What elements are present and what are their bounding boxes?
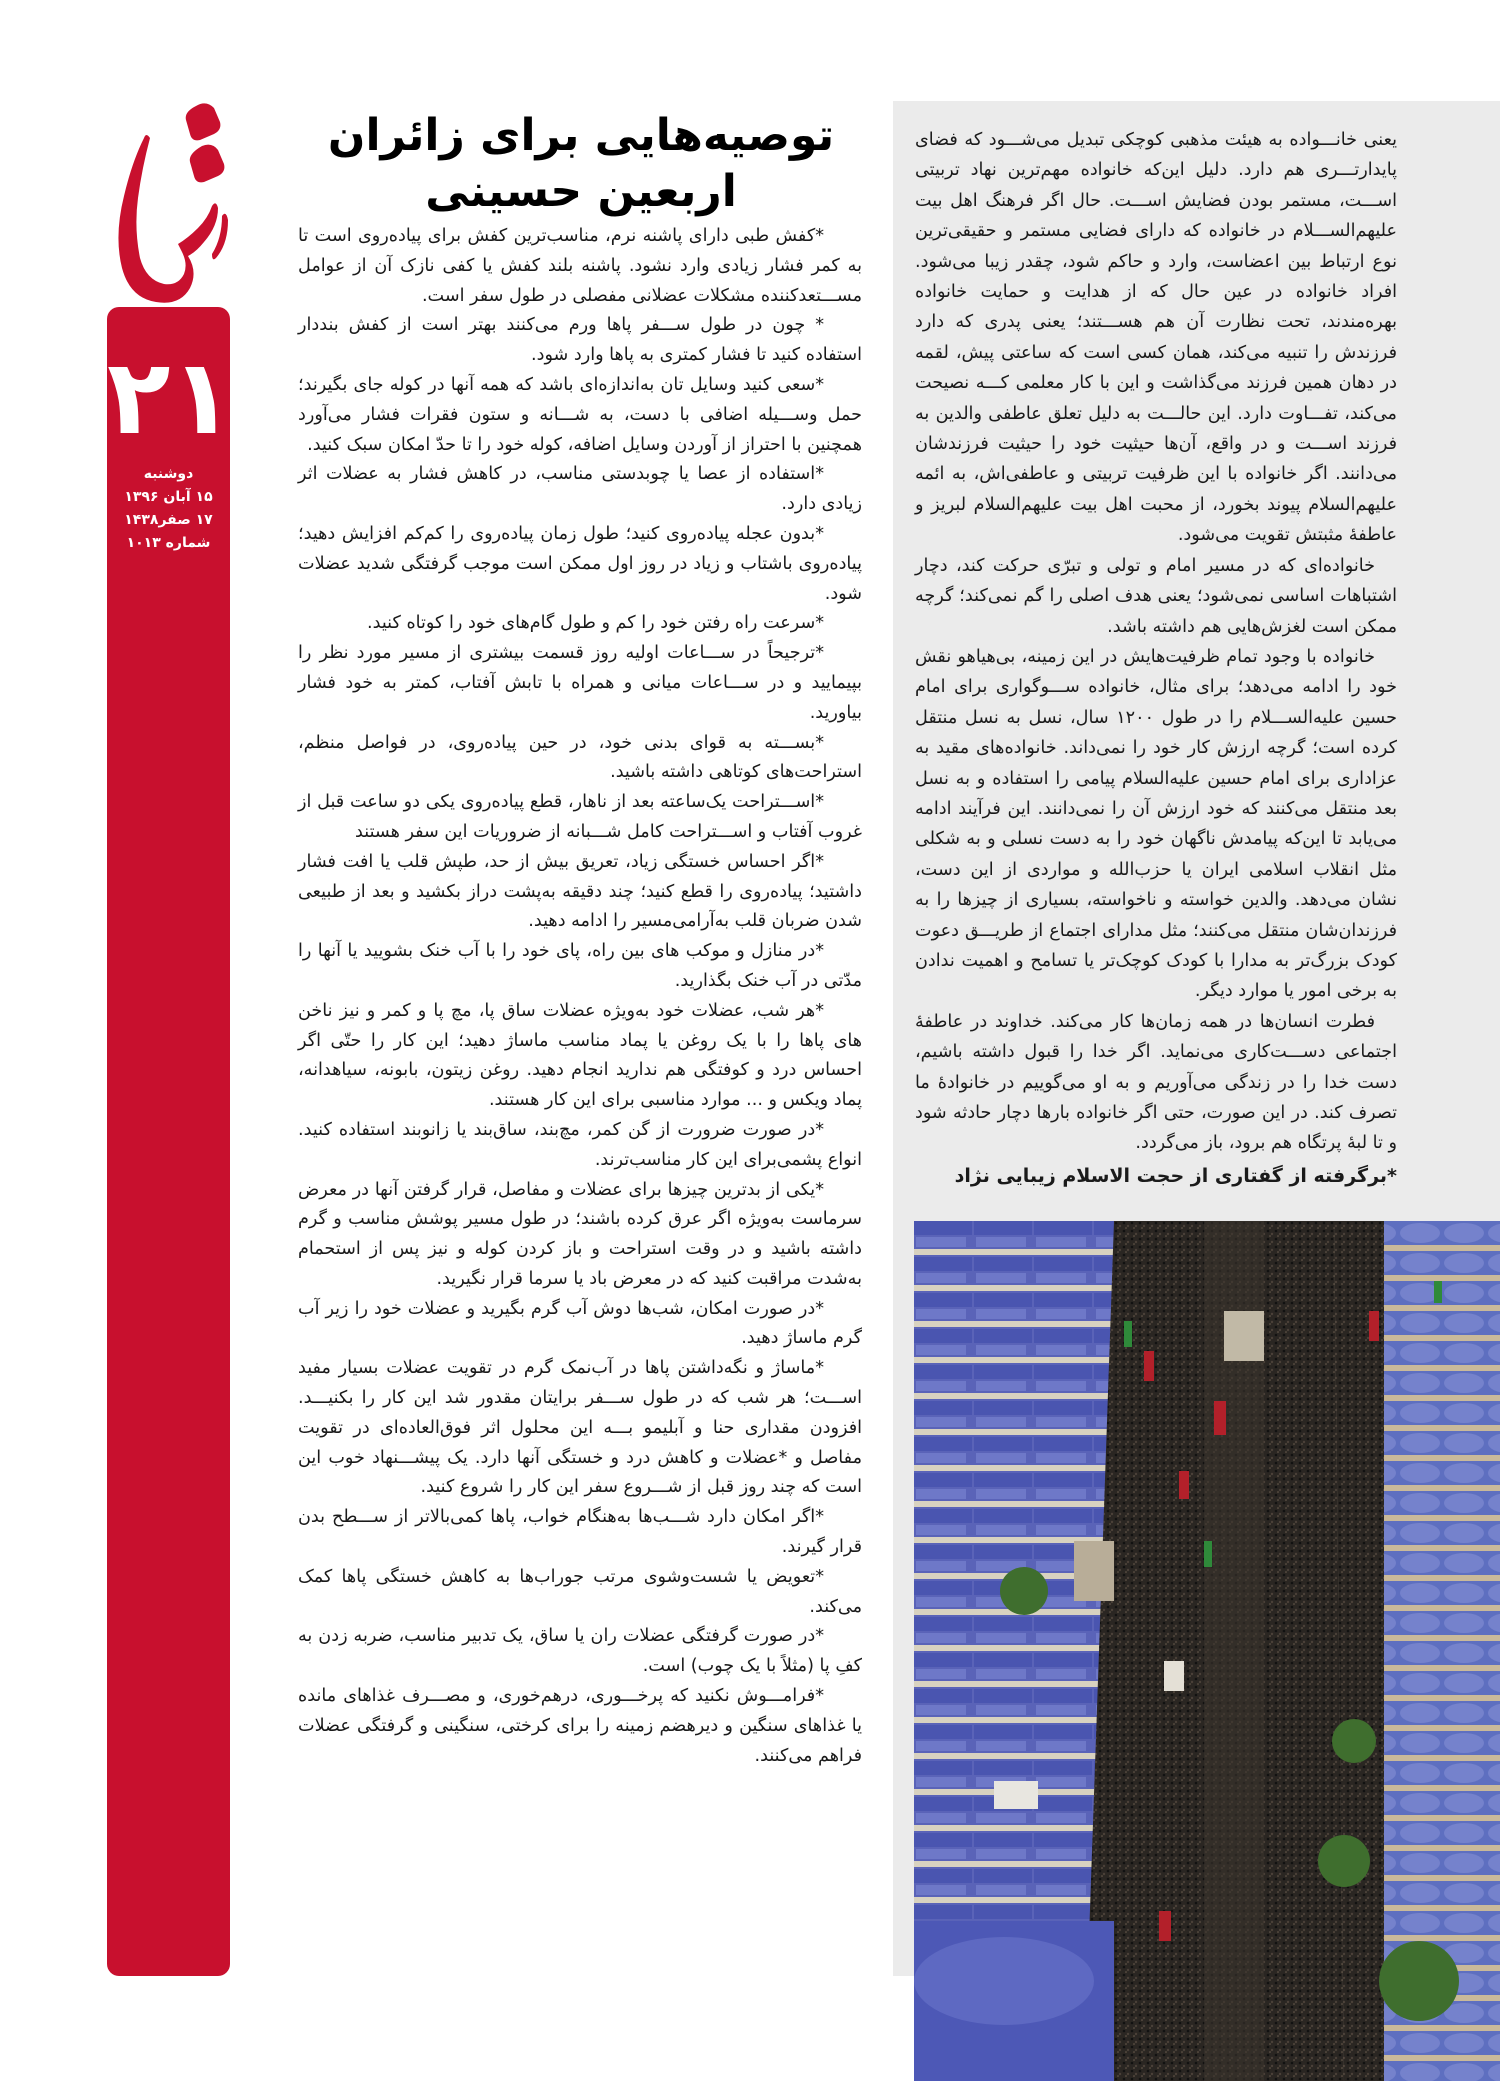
article-paragraph: *سعی کنید وسایل تان به‌اندازه‌ای باشد که همه آنها در کوله جای بگیرند؛ حمل وســـیله اضافی با دست، به شـــانه و ستون فقرات فشار می‌آورد همچنین با احتراز از آوردن وسایل اضافه، کوله خود را تا حدّ امکان سبک کنید. (298, 374, 862, 455)
article-paragraph: *ماساژ و نگه‌داشتن پاها در آب‌نمک گرم در تقویت عضلات بسیار مفید اســـت؛ هر شب که در طول ســـفر برایتان مقدور شد این کار را بکنیـــد. افزودن مقداری حنا و آبلیمو بـــه این محلول اثر فوق‌العاده‌ای در تقویت مفاصل و *عضلات و کاهش درد و خستگی آنها دارد. یک پیشـــنهاد خوب این است که چند روز قبل از شـــروع سفر این کار را شروع کنید. (298, 1358, 862, 1498)
article-paragraph: * چون در طول ســـفر پاها ورم می‌کنند بهتر است از کفش بنددار استفاده کنید تا فشار کمتری به پاها وارد شود. (298, 315, 862, 366)
article-title (300, 108, 862, 220)
article-paragraph: *ترجیحاً در ســـاعات اولیه روز قسمت بیشتری از مسیر مورد نظر را بپیمایید و در ســـاعات میانی و همراه با تابش آفتاب، کمتر به خود فشار بیاورید. (298, 643, 862, 723)
issue-date-block (107, 463, 230, 555)
article-body (298, 222, 862, 1771)
article-paragraph: *در صورت امکان، شب‌ها دوش آب گرم بگیرید و عضلات خود را زیر آب گرم ماساژ دهید. (298, 1298, 862, 1349)
date-lunar: ۱۷ صفر۱۴۳۸ (124, 512, 213, 528)
article-paragraph: *سرعت راه رفتن خود را کم و طول گام‌های خود را کوتاه کنید. (367, 613, 824, 634)
article-paragraph: *در صورت ضرورت از گن کمر، مچ‌بند، ساق‌بند یا زانوبند استفاده کنید. انواع پشمی‌برای این کار مناسب‌ترند. (298, 1119, 862, 1170)
side-paragraph: خانواده با وجود تمام ظرفیت‌هایش در این زمینه، بی‌هیاهو نقش خود را ادامه می‌دهد؛ برای مثال، خانواده ســـوگواری برای امام حسین علیه‌الســـلام را در طول ۱۲۰۰ سال، نسل به نسل منتقل کرده است؛ گرچه ارزش کار خود را نمی‌داند. خانواده‌های مقید به عزاداری برای امام حسین علیه‌السلام پیامی را استفاده و به نسل بعد منتقل می‌کنند که خود ارزش آن را نمی‌دانند. این فرآیند ادامه می‌یابد تا این‌که پیامدش ناگهان خود را به دست نسلی و به شکلی مثل انقلاب اسلامی ایران یا حزب‌الله و مواردی از این دست، نشان می‌دهد. والدین خواسته و ناخواسته، بسیاری از چیزها را به فرزندان‌شان منتقل می‌کنند؛ مثل مدارای اجتماع از طریـــق دعوت کودک بزرگ‌تر به مدارا با کودک کوچک‌تر یا تسامح و اهمیت ندادن به برخی امور یا موارد دیگر. (915, 646, 1397, 1002)
article-paragraph: *بدون عجله پیاده‌روی کنید؛ طول زمان پیاده‌روی را کم‌کم افزایش دهید؛ پیاده‌روی باشتاب و زیاد در روز اول ممکن است موجب گرفتگی شدید عضلات شود. (298, 523, 862, 604)
article-paragraph: *کفش طبی دارای پاشنه نرم، مناسب‌ترین کفش برای پیاده‌روی است تا به کمر فشار زیادی وارد نشود. پاشنه بلند کفش یا کفی نازک آن از عوامل مســـتعدکننده مشکلات عضلانی مفصلی در طول سفر است. (298, 226, 862, 306)
side-article-body (915, 125, 1397, 1191)
source-credit: *برگرفته از گفتاری از حجت الاسلام زیبایی نژاد (954, 1164, 1397, 1187)
title-line-1: توصیه‌هایی برای زائران (327, 110, 835, 161)
article-paragraph: *تعویض یا شست‌وشوی مرتب جوراب‌ها به کاهش خستگی پاها کمک می‌کند. (298, 1566, 862, 1617)
article-paragraph: *هر شب، عضلات خود به‌ویژه عضلات ساق پا، مچ پا و کمر و نیز ناخن های پاها را با یک روغن یا پماد مناسب ماساژ دهید؛ این کار را حتّی اگر احساس درد و کوفتگی هم ندارید انجام دهید. روغن زیتون، بابونه، سیاهدانه، پماد ویکس و ... موارد مناسبی برای این کار هستند. (298, 1000, 862, 1111)
masthead-logo (104, 98, 234, 303)
crowd-photo-image (914, 1221, 1500, 2081)
side-paragraph: فطرت انسان‌ها در همه زمان‌ها کار می‌کند. خداوند در عاطفهٔ اجتماعی دســـت‌کاری می‌نماید. اگر خدا را قبول داشته باشیم، دست خدا را در زندگی می‌آوریم و به او می‌گوییم در خانوادهٔ ما تصرف کند. در این صورت، حتی اگر خانواده بارها دچار حادثه شود و تا لبهٔ پرتگاه هم برود، باز می‌گردد. (915, 1011, 1397, 1154)
article-paragraph: *اگر احساس خستگی زیاد، تعریق بیش از حد، طپش قلب یا افت فشار داشتید؛ پیاده‌روی را قطع کنید؛ چند دقیقه به‌پشت دراز بکشید و بعد از طبیعی شدن ضربان قلب به‌آرامی‌مسیر را ادامه دهید. (298, 851, 862, 932)
article-paragraph: *در منازل و موکب های بین راه، پای خود را با آب خنک بشویید یا آنها را مدّتی در آب خنک بگذارید. (298, 941, 862, 991)
page-number: ۲۱ (107, 336, 234, 458)
article-paragraph: *یکی از بدترین چیزها برای عضلات و مفاصل، قرار گرفتن آنها در معرض سرماست به‌ویژه اگر عرق کرده باشند؛ در طول مسیر پوشش مناسب و گرم داشته باشید و در وقت استراحت و باز کردن کوله و نیز پس از استحمام به‌شدت مراقبت کنید که در معرض باد یا سرما قرار نگیرید. (298, 1179, 862, 1289)
date-solar: ۱۵ آبان ۱۳۹۶ (124, 489, 213, 505)
side-paragraph: خانواده‌ای که در مسیر امام و تولی و تبرّی حرکت کند، دچار اشتباهات اساسی نمی‌شود؛ یعنی هدف اصلی را گم نمی‌کند؛ گرچه ممکن است لغزش‌هایی هم داشته باشد. (915, 555, 1397, 637)
article-paragraph: *اگر امکان دارد شـــب‌ها به‌هنگام خواب، پاها کمی‌بالاتر از ســـطح بدن قرار گیرند. (298, 1507, 862, 1558)
article-paragraph: *فرامـــوش نکنید که پرخـــوری، درهم‌خوری، و مصـــرف غذاهای مانده یا غذاهای سنگین و دیرهضم زمینه را برای کرختی، سنگینی و گرفتگی عضلات فراهم می‌کنند. (298, 1686, 862, 1766)
shoma-logo-icon (104, 98, 234, 303)
pilgrims-crowd-photo (914, 1221, 1500, 2081)
article-paragraph: *استفاده از عصا یا چوبدستی مناسب، در کاهش فشار به عضلات اثر زیادی دارد. (298, 464, 862, 515)
article-paragraph: *اســـتراحت یک‌ساعته بعد از ناهار، قطع پیاده‌روی یکی دو ساعت قبل از غروب آفتاب و اســـتراحت کامل شـــبانه از ضروریات این سفر هستند (298, 792, 862, 842)
article-paragraph: *بســـته به قوای بدنی خود، در حین پیاده‌روی، در فواصل منظم، استراحت‌های کوتاهی داشته باشید. (298, 732, 862, 783)
issue-number: شماره ۱۰۱۳ (126, 535, 211, 551)
weekday: دوشنبه (143, 466, 194, 482)
side-paragraph: یعنی خانـــواده به هیئت مذهبی کوچکی تبدیل می‌شـــود که فضای پایدارتـــری هم دارد. دلیل این‌که خانواده مهم‌ترین نهاد تربیتی اســـت، مستمر بودن فضایش اســـت. حال اگر فرهنگ اهل بیت علیهم‌الســـلام در خانواده که دارای فضایی مستمر و حقیقی‌ترین نوع ارتباط بین اعضاست، وارد و حاکم شود، چقدر زیبا می‌شود. افراد خانواده در عین حال که از هدایت و حمایت خانواده بهره‌مندند، تحت نظارت آن هم هســـتند؛ یعنی پدری که دارد فرزندش را تنبیه می‌کند، همان کسی است که ساعتی پیش، لقمه در دهان همین فرزند می‌گذاشت و این با کار معلمی کـــه نصیحت می‌کند، تفـــاوت دارد. این حالـــت به دلیل تعلق عاطفی والدین به فرزند اســـت و در واقع، آن‌ها حیثیت خود را حیثیت فرزندشان می‌دانند. اگر خانواده با این ظرفیت تربیتی و عاطفی‌اش، به ائمه علیهم‌السلام پیوند بخورد، از محبت اهل بیت علیهم‌السلام لبریز و عاطفهٔ مثبتش تقویت می‌شود. (915, 130, 1397, 546)
title-line-2: اربعین حسینی (425, 166, 737, 217)
article-paragraph: *در صورت گرفتگی عضلات ران یا ساق، یک تدبیر مناسب، ضربه زدن به کفِ پا (مثلاً با یک چوب) است. (298, 1626, 862, 1677)
issue-sidebar (107, 307, 234, 1976)
